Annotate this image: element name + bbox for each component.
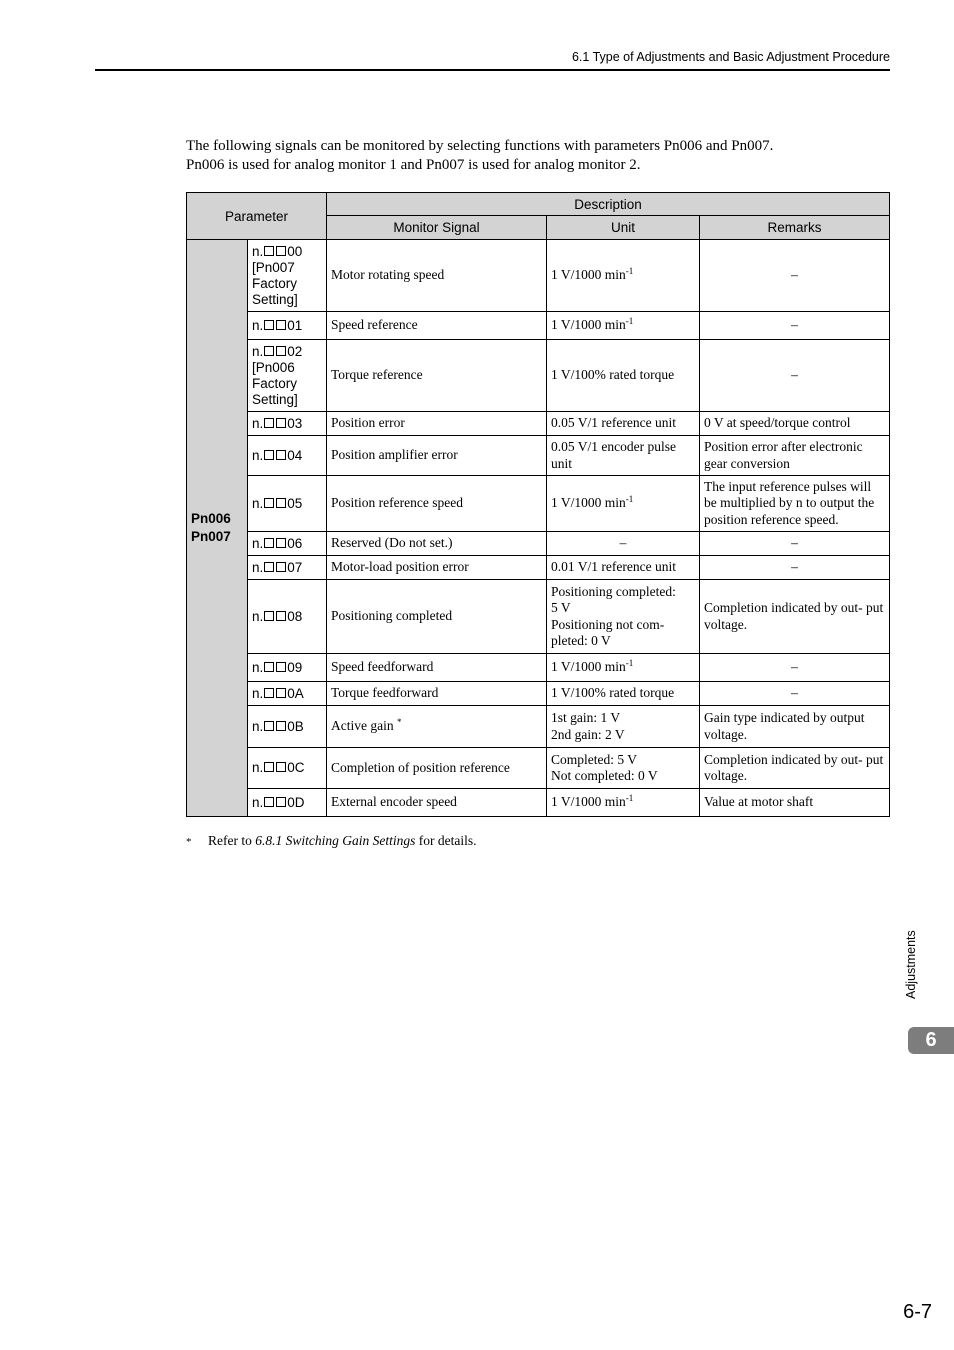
setting-prefix: n. (252, 535, 264, 551)
unit-cell (547, 532, 700, 556)
setting-code: 00 (287, 243, 303, 259)
monitor-signal-text: Position amplifier error (331, 447, 458, 463)
factory-setting-note: Setting] (252, 291, 298, 307)
setting-prefix: n. (252, 447, 264, 463)
unit-line: pleted: 0 V (551, 633, 611, 648)
placeholder-box-icon (276, 346, 286, 356)
section-header: 6.1 Type of Adjustments and Basic Adjustment Procedure (571, 50, 890, 64)
monitor-signal-cell (327, 412, 547, 436)
setting-code: 09 (287, 659, 303, 675)
footnote-suffix: for details. (415, 833, 477, 848)
placeholder-box-icon (264, 498, 274, 508)
table-row (187, 682, 890, 706)
placeholder-box-icon (276, 797, 286, 807)
placeholder-box-icon (264, 450, 274, 460)
setting-cell (248, 706, 327, 748)
chapter-side-label: Adjustments (904, 930, 918, 999)
monitor-signal-text: Speed reference (331, 317, 418, 333)
placeholder-box-icon (264, 418, 274, 428)
monitor-signal-cell (327, 340, 547, 412)
setting-code: 0D (287, 794, 305, 810)
unit-cell (547, 556, 700, 580)
table-row (187, 556, 890, 580)
table-row (187, 312, 890, 340)
setting-prefix: n. (252, 794, 264, 810)
header-remarks: Remarks (700, 216, 890, 240)
footnote-reference: 6.8.1 Switching Gain Settings (255, 833, 416, 848)
footnote-mark: * (186, 836, 192, 848)
setting-cell (248, 412, 327, 436)
unit-text: 1 V/1000 min (551, 317, 626, 333)
table-row (187, 706, 890, 748)
remarks-cell: – (700, 556, 890, 580)
remarks-cell: – (700, 682, 890, 706)
table-row (187, 654, 890, 682)
setting-cell (248, 654, 327, 682)
setting-prefix: n. (252, 317, 264, 333)
remarks-cell: 0 V at speed/torque control (700, 412, 890, 436)
placeholder-box-icon (276, 688, 286, 698)
header-rule (95, 69, 890, 71)
placeholder-box-icon (264, 797, 274, 807)
placeholder-box-icon (276, 611, 286, 621)
factory-setting-note: Factory (252, 375, 298, 391)
table-row (187, 476, 890, 532)
unit-exponent: -1 (625, 266, 634, 277)
unit-text: 1 V/100% rated torque (551, 367, 675, 383)
setting-cell (248, 748, 327, 789)
unit-line: 2nd gain: 2 V (551, 726, 625, 742)
monitor-signal-cell (327, 476, 547, 532)
unit-cell (547, 312, 700, 340)
setting-cell (248, 436, 327, 476)
setting-cell (248, 556, 327, 580)
parameter-group-cell (187, 240, 248, 817)
placeholder-box-icon (276, 762, 286, 772)
unit-cell (547, 706, 700, 748)
monitor-signal-text: Motor-load position error (331, 559, 469, 575)
setting-code: 0B (287, 718, 304, 734)
remarks-cell: – (700, 340, 890, 412)
monitor-signal-text: Motor rotating speed (331, 267, 445, 283)
setting-code: 03 (287, 415, 303, 431)
unit-text: 0.05 V/1 encoder pulse unit (551, 439, 676, 471)
unit-line: Not completed: 0 V (551, 768, 658, 783)
page-number: 6-7 (903, 1301, 932, 1323)
factory-setting-note: Setting] (252, 391, 298, 407)
remarks-cell: – (700, 240, 890, 312)
placeholder-box-icon (264, 320, 274, 330)
table-row (187, 436, 890, 476)
intro-line-2: Pn006 is used for analog monitor 1 and Pn007 is used for analog monitor 2. (186, 156, 641, 173)
unit-cell (547, 654, 700, 682)
monitor-signal-cell (327, 556, 547, 580)
setting-code: 06 (287, 535, 303, 551)
footnote-ref-mark: * (396, 717, 402, 728)
placeholder-box-icon (264, 721, 274, 731)
setting-prefix: n. (252, 718, 264, 734)
setting-cell (248, 476, 327, 532)
unit-cell (547, 789, 700, 817)
monitor-signal-text: Position reference speed (331, 495, 463, 511)
setting-code: 08 (287, 608, 303, 624)
unit-exponent: -1 (625, 494, 634, 505)
placeholder-box-icon (264, 762, 274, 772)
setting-prefix: n. (252, 415, 264, 431)
placeholder-box-icon (276, 721, 286, 731)
parameter-name: Pn007 (191, 529, 231, 544)
chapter-tab: 6 (908, 1027, 954, 1054)
setting-cell (248, 340, 327, 412)
unit-text: 1 V/1000 min (551, 659, 626, 675)
factory-setting-note: [Pn007 (252, 259, 295, 275)
unit-line: 1st gain: 1 V (551, 710, 621, 725)
monitor-signal-cell (327, 532, 547, 556)
monitor-signal-cell (327, 312, 547, 340)
unit-line: Completed: 5 V (551, 751, 637, 767)
unit-cell (547, 748, 700, 789)
remarks-cell: – (700, 312, 890, 340)
unit-text: 1 V/100% rated torque (551, 685, 675, 701)
monitor-signal-cell (327, 748, 547, 789)
monitor-signal-text: Torque feedforward (331, 685, 439, 701)
header-description: Description (327, 193, 890, 216)
remarks-cell: – (700, 654, 890, 682)
setting-prefix: n. (252, 495, 264, 511)
remarks-cell: Completion indicated by out- put voltage. (700, 748, 890, 789)
monitor-signal-cell (327, 789, 547, 817)
remarks-cell: Value at motor shaft (700, 789, 890, 817)
unit-cell (547, 340, 700, 412)
unit-cell (547, 682, 700, 706)
unit-exponent: -1 (625, 316, 634, 327)
unit-cell (547, 240, 700, 312)
table-row (187, 580, 890, 654)
unit-text: 1 V/1000 min (551, 267, 626, 283)
placeholder-box-icon (264, 538, 274, 548)
placeholder-box-icon (276, 418, 286, 428)
setting-cell (248, 532, 327, 556)
setting-code: 05 (287, 495, 303, 511)
intro-line-1: The following signals can be monitored by selecting functions with parameters Pn006 and Pn007. (186, 138, 774, 154)
monitor-signal-cell (327, 240, 547, 312)
placeholder-box-icon (264, 662, 274, 672)
unit-line: 5 V (551, 600, 571, 615)
header-parameter: Parameter (187, 193, 327, 240)
setting-prefix: n. (252, 343, 264, 359)
setting-code: 0C (287, 760, 305, 775)
unit-text: 1 V/1000 min (551, 495, 626, 511)
monitor-signal-text: Active gain (331, 718, 394, 734)
unit-cell (547, 436, 700, 476)
setting-prefix: n. (252, 760, 264, 775)
factory-setting-note: Factory (252, 275, 298, 291)
table-row (187, 532, 890, 556)
placeholder-box-icon (264, 562, 274, 572)
remarks-cell: Gain type indicated by output voltage. (700, 706, 890, 748)
placeholder-box-icon (264, 688, 274, 698)
unit-cell (547, 476, 700, 532)
monitor-signal-text: Torque reference (331, 367, 423, 383)
monitor-signal-cell (327, 706, 547, 748)
unit-exponent: -1 (625, 793, 634, 804)
table-row (187, 240, 890, 312)
header-monitor-signal: Monitor Signal (327, 216, 547, 240)
unit-cell (547, 580, 700, 654)
setting-prefix: n. (252, 685, 264, 701)
unit-cell (547, 412, 700, 436)
remarks-cell: Completion indicated by out- put voltage. (700, 580, 890, 654)
placeholder-box-icon (276, 562, 286, 572)
setting-cell (248, 240, 327, 312)
table-row (187, 748, 890, 789)
placeholder-box-icon (276, 246, 286, 256)
monitor-signal-cell (327, 580, 547, 654)
unit-text: – (619, 535, 627, 551)
monitor-signal-text: Reserved (Do not set.) (331, 535, 453, 551)
unit-text: 0.05 V/1 reference unit (551, 415, 676, 431)
table-row (187, 412, 890, 436)
setting-cell (248, 682, 327, 706)
placeholder-box-icon (264, 611, 274, 621)
intro-paragraph (186, 137, 886, 174)
monitor-signal-cell (327, 682, 547, 706)
unit-line: Positioning completed: (551, 583, 676, 599)
placeholder-box-icon (264, 346, 274, 356)
unit-text: 1 V/1000 min (551, 794, 626, 810)
unit-text: 0.01 V/1 reference unit (551, 559, 676, 575)
monitor-signal-cell (327, 436, 547, 476)
setting-prefix: n. (252, 608, 264, 624)
table-row (187, 789, 890, 817)
factory-setting-note: [Pn006 (252, 359, 295, 375)
setting-code: 01 (287, 317, 303, 333)
monitor-signal-text: External encoder speed (331, 794, 457, 810)
table-row (187, 340, 890, 412)
setting-code: 04 (287, 447, 303, 463)
remarks-cell: – (700, 532, 890, 556)
setting-code: 0A (287, 685, 304, 701)
monitor-signal-text: Completion of position reference (331, 759, 510, 775)
setting-cell (248, 789, 327, 817)
placeholder-box-icon (276, 450, 286, 460)
placeholder-box-icon (276, 498, 286, 508)
unit-exponent: -1 (625, 658, 634, 669)
header-unit: Unit (547, 216, 700, 240)
setting-cell (248, 312, 327, 340)
monitor-signal-text: Position error (331, 415, 405, 431)
setting-prefix: n. (252, 559, 264, 575)
monitor-signal-table (186, 192, 890, 817)
monitor-signal-text: Speed feedforward (331, 659, 434, 675)
setting-prefix: n. (252, 659, 264, 675)
unit-line: Positioning not com- (551, 616, 665, 632)
placeholder-box-icon (276, 538, 286, 548)
monitor-signal-cell (327, 654, 547, 682)
setting-code: 02 (287, 343, 303, 359)
parameter-name: Pn006 (191, 511, 231, 526)
placeholder-box-icon (276, 662, 286, 672)
setting-code: 07 (287, 559, 303, 575)
placeholder-box-icon (276, 320, 286, 330)
setting-cell (248, 580, 327, 654)
monitor-signal-text: Positioning completed (331, 608, 453, 624)
remarks-cell: Position error after electronic gear conversion (700, 436, 890, 476)
remarks-cell: The input reference pulses will be multiplied by n to output the position reference speed. (700, 476, 890, 532)
footnote-prefix: Refer to (208, 833, 256, 848)
setting-prefix: n. (252, 243, 264, 259)
placeholder-box-icon (264, 246, 274, 256)
footnote (186, 833, 476, 849)
